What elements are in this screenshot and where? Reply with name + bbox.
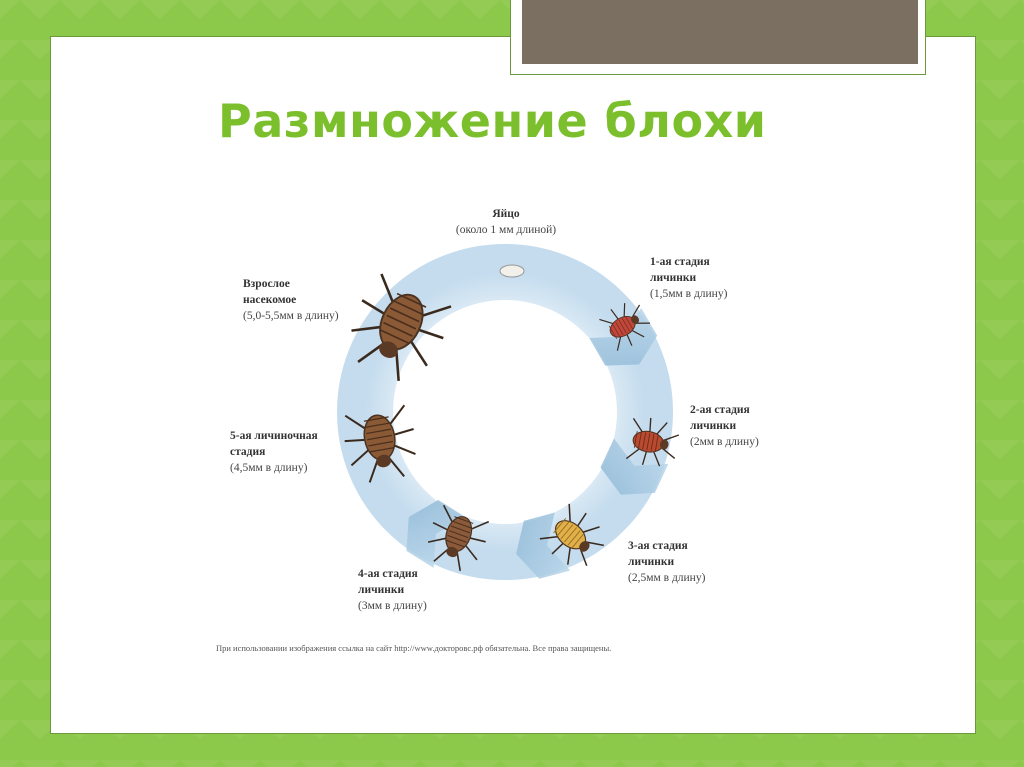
stage-label-2: [690, 402, 759, 450]
stage-size: (4,5мм в длину): [230, 462, 308, 474]
image-credit: При использовании изображения ссылка на сайт http://www.докторовс.рф обязательна. Все права защищены.: [216, 643, 612, 653]
stage-title-2: насекомое: [243, 294, 297, 306]
stage-title-2: личинки: [690, 420, 737, 432]
stage-title-2: личинки: [358, 584, 405, 596]
stage-title: 2-ая стадия: [690, 404, 750, 416]
stage-size: (5,0-5,5мм в длину): [243, 310, 339, 322]
stage-title-2: личинки: [650, 272, 697, 284]
stage-title: 4-ая стадия: [358, 568, 418, 580]
stage-size: (3мм в длину): [358, 600, 427, 612]
stage-label-egg: [436, 206, 576, 238]
stage-label-4: [358, 566, 427, 614]
stage-title: Взрослое: [243, 278, 290, 290]
egg-icon: [500, 265, 524, 277]
stage-title: 3-ая стадия: [628, 540, 688, 552]
stage-size: (2мм в длину): [690, 436, 759, 448]
stage-size: (1,5мм в длину): [650, 288, 728, 300]
stage-size: (около 1 мм длиной): [455, 224, 557, 236]
stage-title-2: личинки: [628, 556, 675, 568]
stage-title: 5-ая личиночная: [230, 430, 318, 442]
stage-size: (2,5мм в длину): [628, 572, 706, 584]
stage-label-3: [628, 538, 705, 586]
stage-label-5: [230, 428, 318, 476]
stage-label-adult: [243, 276, 339, 324]
stage-title: 1-ая стадия: [650, 256, 710, 268]
page-title: Размножение блохи: [218, 94, 767, 148]
stage-title: Яйцо: [492, 208, 520, 220]
stage-title-2: стадия: [230, 446, 266, 458]
stage-label-1: [650, 254, 727, 302]
